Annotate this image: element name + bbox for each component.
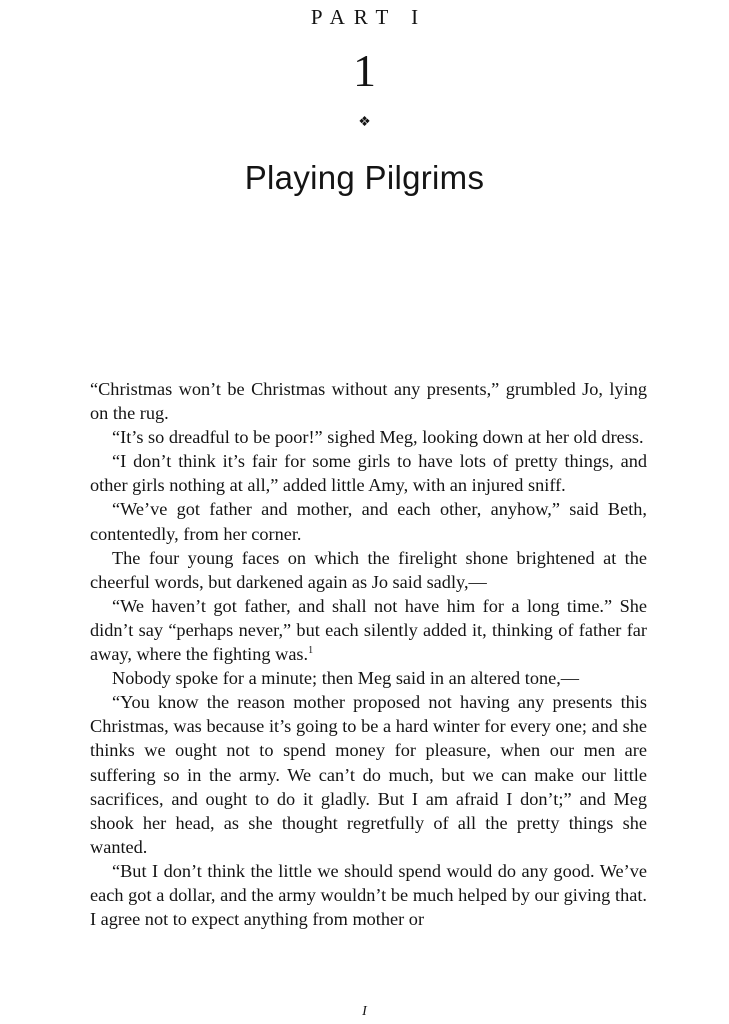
paragraph: The four young faces on which the firelight shone brightened at the cheerful words, but darkened again as Jo said sadly,—: [90, 547, 647, 592]
paragraph: “But I don’t think the little we should spend would do any good. We’ve each got a dollar, and the army wouldn’t be much helped by our giving that. I agree not to expect anything from mother or: [90, 860, 647, 930]
paragraph: “You know the reason mother proposed not having any presents this Christmas, was because it’s going to be a hard winter for every one; and she thinks we ought not to spend money for pleasure, when our men are suffering so in the army. We can’t do much, but we can make our little sacrifices, and ought to do it gladly. But I am afraid I don’t;” and Meg shook her head, as she thought regretfully of all the pretty things she wanted.: [90, 692, 647, 857]
page-number: I: [362, 1004, 367, 1019]
paragraph-text: “We haven’t got father, and shall not have him for a long time.” She didn’t say “perhaps never,” but each silently added it, thinking of father far away, where the fighting was.: [90, 595, 647, 665]
paragraph: “We’ve got father and mother, and each other, anyhow,” said Beth, contentedly, from her corner.: [90, 499, 647, 544]
chapter-title: Playing Pilgrims: [244, 159, 485, 196]
paragraph: Nobody spoke for a minute; then Meg said in an altered tone,—: [112, 668, 580, 689]
chapter-body: [90, 377, 647, 931]
paragraph: “It’s so dreadful to be poor!” sighed Meg, looking down at her old dress.: [112, 427, 644, 448]
part-label: PART I: [310, 5, 428, 29]
paragraph: “Christmas won’t be Christmas without any presents,” grumbled Jo, lying on the rug.: [90, 379, 647, 424]
footnote-marker[interactable]: 1: [308, 645, 314, 657]
chapter-number: 1: [353, 45, 376, 96]
fleuron-ornament-icon: ❖: [358, 115, 371, 130]
paragraph: “I don’t think it’s fair for some girls to have lots of pretty things, and other girls nothing at all,” added little Amy, with an injured sniff.: [90, 451, 647, 496]
paragraph-with-footnote: [90, 594, 647, 666]
